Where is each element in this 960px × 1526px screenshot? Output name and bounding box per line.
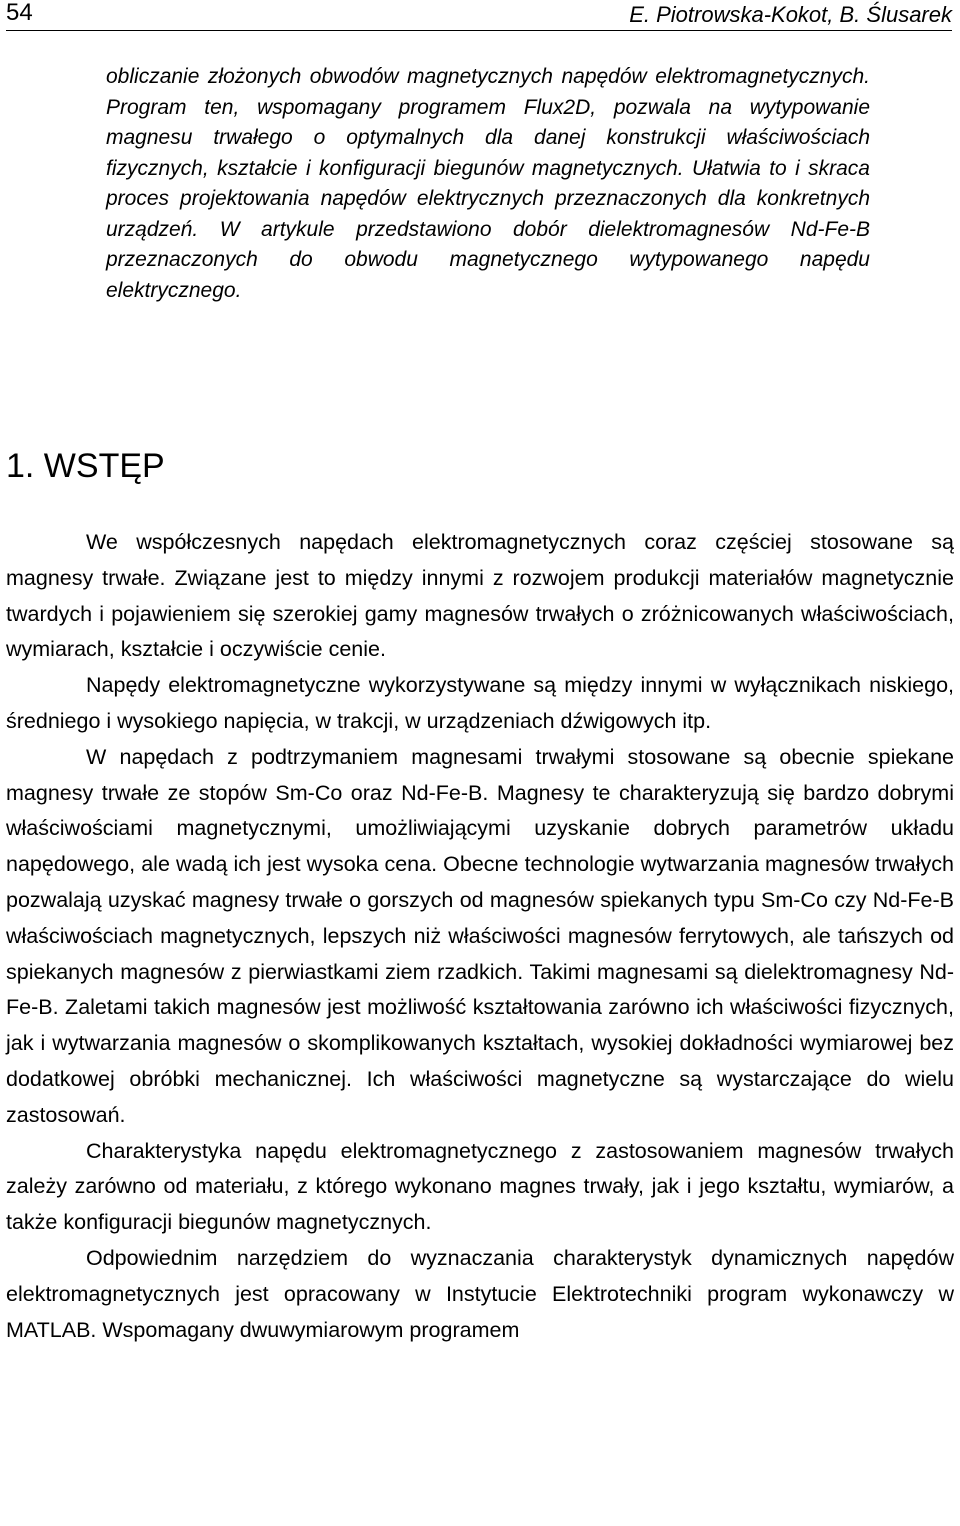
page-header bbox=[6, 0, 952, 31]
abstract-text: obliczanie złożonych obwodów magnetycznych napędów elektromagnetycznych. Program ten, wspomagany programem Flux2D, pozwala na wytypowanie magnesu trwałego o optymalnych dla danej konstrukcji właściwościach fizycznych, kształcie i konfiguracji biegunów magnetycznych. Ułatwia to i skraca proces projektowania napędów elektrycznych przeznaczonych dla konkretnych urządzeń. W artykule przedstawiono dobór dielektromagnesów Nd-Fe-B przeznaczonych do obwodu magnetycznego wytypowanego napędu elektrycznego. bbox=[106, 65, 870, 302]
section-heading: 1. WSTĘP bbox=[6, 447, 165, 485]
paragraph: Charakterystyka napędu elektromagnetycznego z zastosowaniem magnesów trwałych zależy zarówno od materiału, z którego wykonano magnes trwały, jak i jego kształtu, wymiarów, a także konfiguracji biegunów magnetycznych. bbox=[6, 1138, 954, 1235]
paragraph: W napędach z podtrzymaniem magnesami trwałymi stosowane są obecnie spiekane magnesy trwałe ze stopów Sm-Co oraz Nd-Fe-B. Magnesy te charakteryzują się bardzo dobrymi właściwościami magnetycznymi, umożliwiającymi uzyskanie dobrych parametrów układu napędowego, ale wadą ich jest wysoka cena. Obecne technologie wytwarzania magnesów trwałych pozwalają uzyskać magnesy trwałe o gorszych od magnesów spiekanych typu Sm-Co czy Nd-Fe-B właściwościach magnetycznych, lepszych niż właściwości magnesów ferrytowych, ale tańszych od spiekanych magnesów z pierwiastkami ziem rzadkich. Takimi magnesami są dielektromagnesy Nd-Fe-B. Zaletami takich magnesów jest możliwość kształtowania zarówno ich właściwości fizycznych, jak i wytwarzania magnesów o skomplikowanych kształtach, wysokiej dokładności wymiarowej bez dodatkowej obróbki mechanicznej. Ich właściwości magnetyczne są wystarczające do wielu zastosowań. bbox=[6, 744, 954, 1127]
paragraph: We współczesnych napędach elektromagnetycznych coraz częściej stosowane są magnesy trwałe. Związane jest to między innymi z rozwojem produkcji materiałów magnetycznie twardych i pojawieniem się szerokiej gamy magnesów trwałych o zróżnicowanych właściwościach, wymiarach, kształcie i oczywiście cenie. bbox=[6, 530, 954, 662]
paragraph: Odpowiednim narzędziem do wyznaczania charakterystyk dynamicznych napędów elektromagnetycznych jest opracowany w Instytucie Elektrotechniki program wykonawczy w MATLAB. Wspomagany dwuwymiarowym programem bbox=[6, 1245, 954, 1342]
running-head: E. Piotrowska-Kokot, B. Ślusarek bbox=[629, 2, 952, 27]
page-number: 54 bbox=[6, 0, 33, 26]
paragraph: Napędy elektromagnetyczne wykorzystywane są między innymi w wyłącznikach niskiego, średniego i wysokiego napięcia, w trakcji, w urządzeniach dźwigowych itp. bbox=[6, 673, 954, 733]
body-text bbox=[6, 525, 954, 1348]
